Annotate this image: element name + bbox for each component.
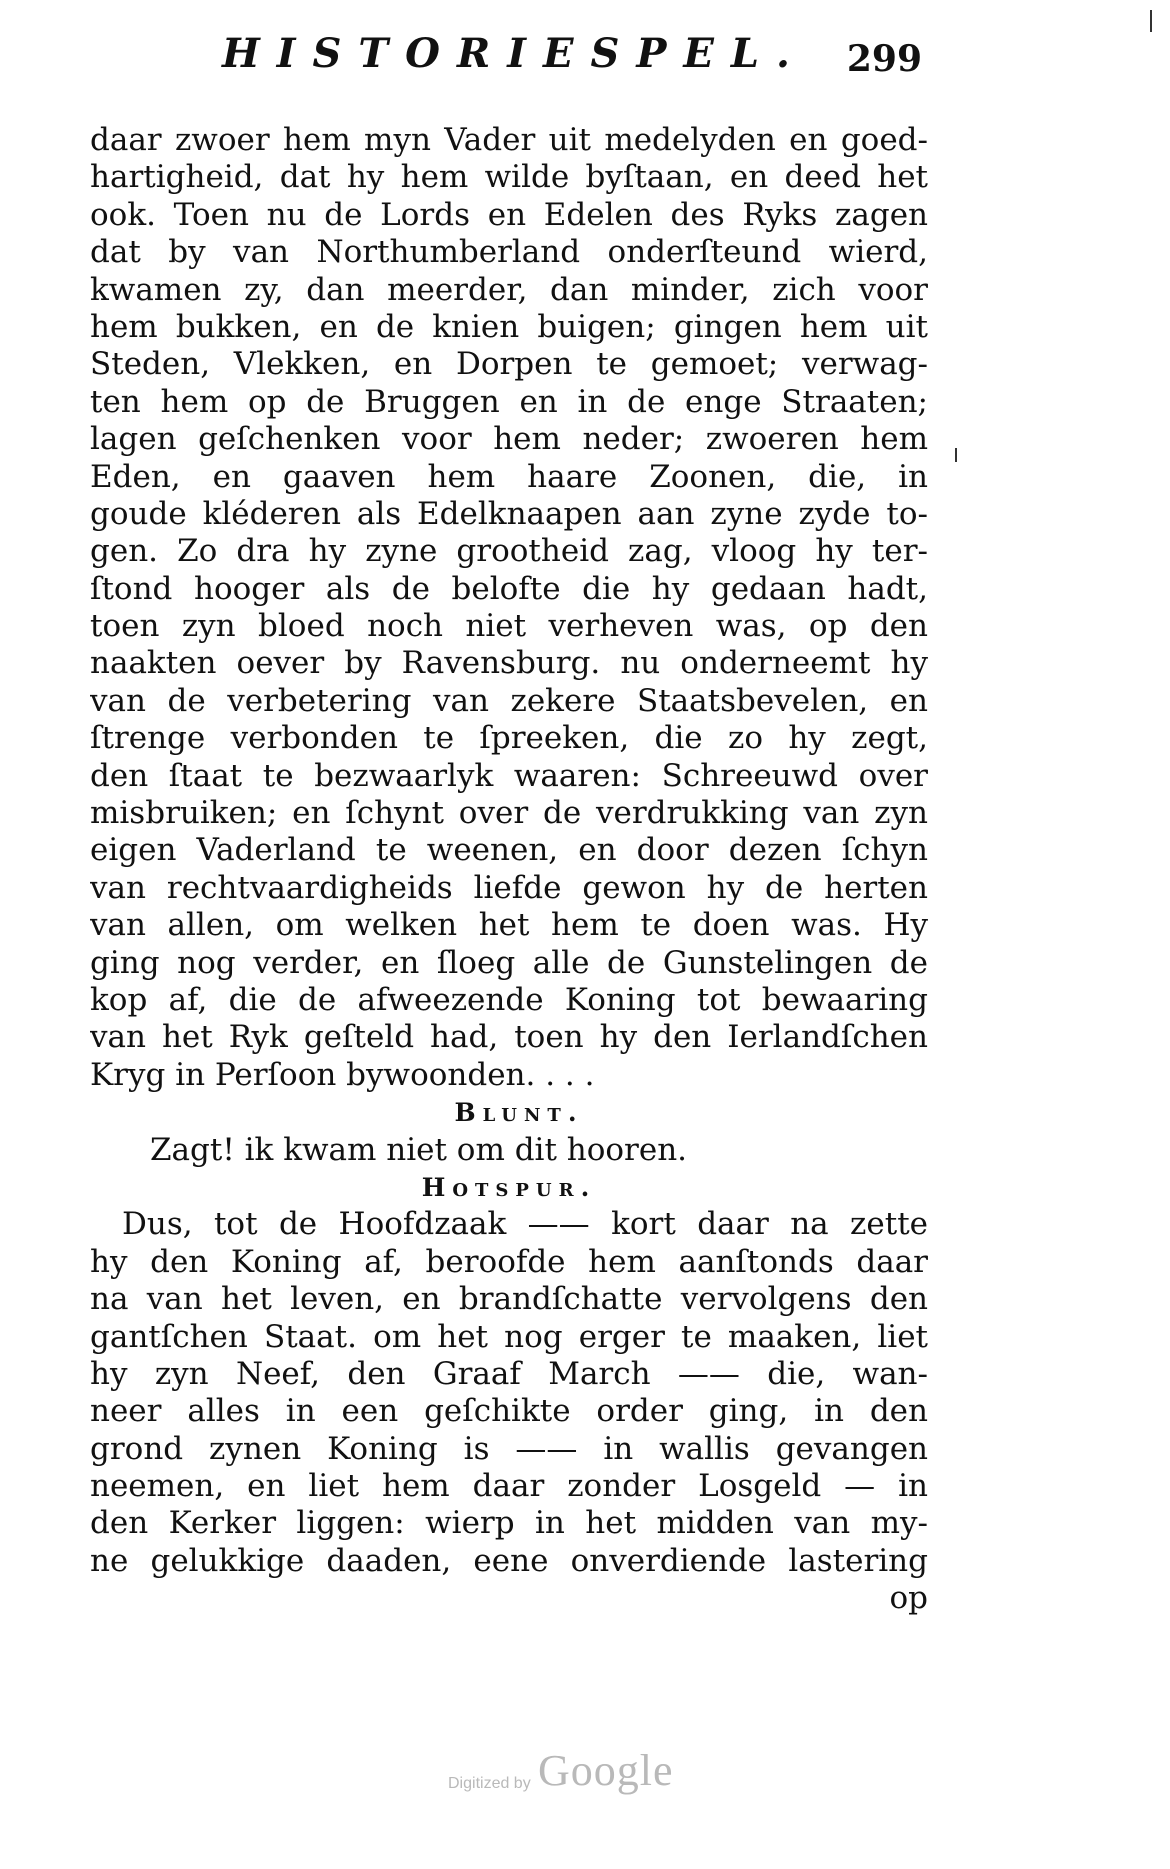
text-line: Steden, Vlekken, en Dorpen te gemoet; verwag- bbox=[90, 346, 928, 383]
text-line: eigen Vaderland te weenen, en door dezen ſchyn bbox=[90, 832, 928, 869]
text-line: van de verbetering van zekere Staatsbevelen, en bbox=[90, 682, 928, 719]
text-line: daar zwoer hem myn Vader uit medelyden en goed- bbox=[90, 122, 928, 158]
text-line: grond zynen Koning is —— in wallis gevangen bbox=[90, 1430, 928, 1467]
text-line: ſtrenge verbonden te ſpreeken, die zo hy zegt, bbox=[90, 720, 928, 757]
text-line: toen zyn bloed noch niet verheven was, op den bbox=[90, 608, 928, 645]
text-line: neer alles in een geſchikte order ging, in den bbox=[90, 1393, 928, 1430]
text-line: dat by van Northumberland onderſteund wierd, bbox=[90, 234, 928, 271]
google-logo: Google bbox=[538, 1746, 674, 1795]
text-line: ne gelukkige daaden, eene onverdiende lastering bbox=[90, 1542, 928, 1579]
text-line: Kryg in Perſoon bywoonden. . . . bbox=[90, 1056, 595, 1093]
text-line: kwamen zy, dan meerder, dan minder, zich voor bbox=[90, 271, 928, 308]
text-line: hy den Koning af, beroofde hem aanſtonds daar bbox=[90, 1243, 928, 1280]
text-line: van het Ryk geſteld had, toen hy den Ierlandſchen bbox=[90, 1019, 928, 1056]
digitized-label: Digitized by bbox=[448, 1775, 531, 1792]
text-line: neemen, en liet hem daar zonder Losgeld — in bbox=[90, 1468, 928, 1505]
body-text bbox=[90, 122, 928, 1618]
text-line: naakten oever by Ravensburg. nu onderneemt hy bbox=[90, 645, 928, 682]
running-head bbox=[222, 30, 922, 90]
text-line: hy zyn Neef, den Graaf March —— die, wan- bbox=[90, 1355, 928, 1392]
digitized-watermark bbox=[448, 1745, 748, 1805]
text-line: ſtond hooger als de belofte die hy gedaan hadt, bbox=[90, 570, 928, 607]
text-line: goude kléderen als Edelknaapen aan zyne zyde to- bbox=[90, 495, 928, 532]
text-line: Eden, en gaaven hem haare Zoonen, die, in bbox=[90, 458, 928, 495]
margin-mark bbox=[955, 448, 957, 462]
text-line: Dus, tot de Hoofdzaak —— kort daar na zette bbox=[122, 1206, 928, 1243]
speaker-name-blunt: Blunt. bbox=[454, 1098, 584, 1128]
page-number: 299 bbox=[846, 38, 922, 80]
text-line: ook. Toen nu de Lords en Edelen des Ryks zagen bbox=[90, 196, 928, 233]
text-line: den ſtaat te bezwaarlyk waaren: Schreeuwd over bbox=[90, 757, 928, 794]
text-line: den Kerker liggen: wierp in het midden van my- bbox=[90, 1505, 928, 1542]
speaker-name-hotspur: Hotspur. bbox=[421, 1172, 597, 1202]
text-line: gen. Zo dra hy zyne grootheid zag, vloog hy ter- bbox=[90, 533, 928, 570]
text-line: ten hem op de Bruggen en in de enge Straaten; bbox=[90, 383, 928, 420]
text-line: van allen, om welken het hem te doen was. Hy bbox=[90, 907, 928, 944]
running-title: HISTORIESPEL. bbox=[222, 30, 807, 77]
catchword: op bbox=[889, 1580, 928, 1617]
margin-mark bbox=[1150, 10, 1152, 32]
text-line: hem bukken, en de knien buigen; gingen hem uit bbox=[90, 308, 928, 345]
text-line: kop af, die de afweezende Koning tot bewaaring bbox=[90, 981, 928, 1018]
text-line: van rechtvaardigheids liefde gewon hy de herten bbox=[90, 869, 928, 906]
text-line: na van het leven, en brandſchatte vervolgens den bbox=[90, 1281, 928, 1318]
speech-line-blunt: Zagt! ik kwam niet om dit hooren. bbox=[150, 1131, 688, 1168]
text-line: gantſchen Staat. om het nog erger te maaken, liet bbox=[90, 1318, 928, 1355]
text-line: ging nog verder, en ſloeg alle de Gunstelingen de bbox=[90, 944, 928, 981]
text-line: hartigheid, dat hy hem wilde byſtaan, en deed het bbox=[90, 159, 928, 196]
text-line: lagen geſchenken voor hem neder; zwoeren hem bbox=[90, 421, 928, 458]
text-line: misbruiken; en ſchynt over de verdrukking van zyn bbox=[90, 795, 928, 832]
